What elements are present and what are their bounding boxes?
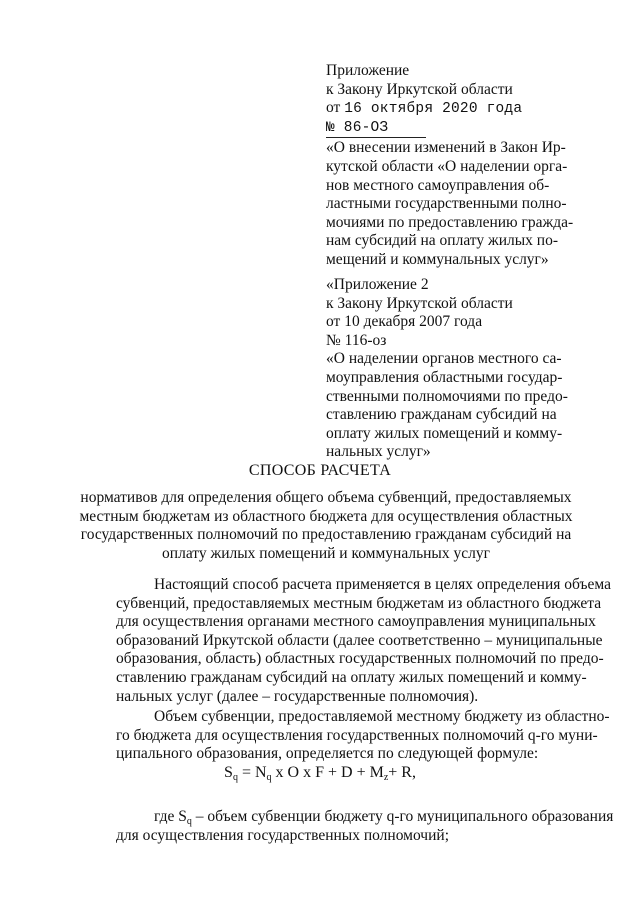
appendix2-title-line: ственными полномочиями по предо-: [326, 387, 568, 405]
appendix-title-line: нов местного самоуправления об-: [326, 176, 550, 194]
appendix2-date: от 10 декабря 2007 года: [326, 313, 483, 331]
appendix2-label: «Приложение 2: [326, 276, 429, 293]
appendix2-title-line: ставлению гражданам субсидий на: [326, 406, 557, 424]
appendix-header: [326, 62, 574, 270]
appendix2-title-line: моуправления областными государ-: [326, 368, 563, 386]
paragraph-purpose: [116, 576, 612, 706]
appendix2-title-line: «О наделении органов местного са-: [326, 350, 562, 368]
subtitle-line: нормативов для определения общего объема субвенций, предоставляемых: [80, 489, 572, 506]
appendix-number: № 86-ОЗ: [326, 119, 389, 136]
paragraph-line: где $S_q$ – объем субвенции бюджету q-го муниципального образования: [154, 808, 614, 827]
subvention-formula: $S_q = N_q$ x O x $F + D + M_z+ R$,: [224, 764, 416, 783]
appendix-law: к Закону Иркутской области: [326, 80, 513, 98]
paragraph-line: Настоящий способ расчета применяется в целях определения объема: [154, 576, 612, 593]
appendix2-number: № 116-оз: [326, 331, 387, 349]
appendix-title-line: нам субсидий на оплату жилых по-: [326, 232, 558, 250]
paragraph-line: ципального образования, определяется по следующей формуле:: [116, 745, 539, 763]
paragraph-line: субвенций, предоставляемых местным бюджетам из областного бюджета: [116, 594, 602, 612]
paragraph-line: образований Иркутской области (далее соответственно – муниципальные: [116, 631, 603, 649]
appendix2-law: к Закону Иркутской области: [326, 294, 513, 312]
appendix2-title-line: нальных услуг»: [326, 443, 431, 461]
paragraph-line: ставлению гражданам субсидий на оплату жилых помещений и комму-: [116, 668, 587, 686]
paragraph-line: образования, область) областных государственных полномочий по предо-: [116, 650, 604, 668]
appendix-title-line: мещений и коммунальных услуг»: [326, 250, 549, 268]
document-heading: СПОСОБ РАСЧЕТА: [248, 462, 392, 479]
appendix-title-line: ластными государственными полно-: [326, 195, 567, 213]
appendix-title-line: кутской области «О наделении орга-: [326, 157, 568, 175]
paragraph-line: для осуществления государственных полномочий;: [116, 826, 450, 844]
appendix-date: 16 октября 2020 года: [344, 101, 523, 118]
paragraph-definition: [116, 808, 614, 845]
subtitle-line: местным бюджетам из областного бюджета для осуществления областных: [79, 507, 573, 525]
paragraph-line: нальных услуг (далее – государственные полномочия).: [116, 687, 479, 705]
appendix-label: Приложение: [326, 62, 410, 79]
number-underline: [326, 137, 426, 138]
document-subtitle: [76, 489, 576, 563]
subtitle-line: оплату жилых помещений и коммунальных услуг: [162, 544, 490, 562]
appendix-date-prefix: от: [326, 99, 341, 117]
appendix-date-line: [326, 99, 574, 119]
paragraph-line: го бюджета для осуществления государственных полномочий q-го муни-: [116, 726, 598, 744]
paragraph-formula-intro: [116, 708, 610, 764]
paragraph-line: для осуществления органами местного самоуправления муниципальных: [116, 613, 596, 631]
appendix-title-line: мочиями по предоставлению гражда-: [326, 213, 574, 231]
subtitle-line: государственных полномочий по предоставлению гражданам субсидий на: [80, 526, 572, 544]
appendix-title-line: «О внесении изменений в Закон Ир-: [326, 139, 566, 157]
appendix2-title-line: оплату жилых помещений и комму-: [326, 424, 563, 442]
appendix2-header: [326, 276, 574, 462]
paragraph-line: Объем субвенции, предоставляемой местному бюджету из областно-: [154, 708, 610, 725]
